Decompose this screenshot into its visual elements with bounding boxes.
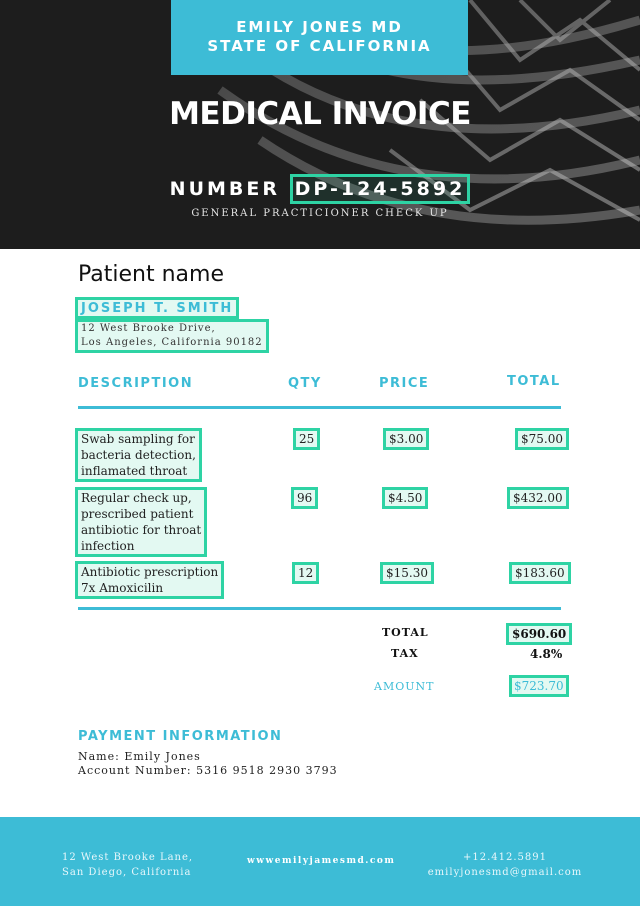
payment-heading: PAYMENT INFORMATION — [78, 729, 283, 744]
row-description-line: Regular check up, — [81, 491, 192, 505]
row-price: $15.30 — [380, 562, 434, 584]
row-description-line: prescribed patient — [81, 507, 194, 521]
invoice-header — [0, 0, 640, 249]
row-description-line: Swab sampling for — [81, 432, 195, 446]
amount-value: $723.70 — [509, 675, 569, 697]
row-description-line: antibiotic for throat — [81, 523, 202, 537]
invoice-title: MEDICAL INVOICE — [169, 96, 471, 132]
row-description — [75, 428, 202, 482]
doctor-banner — [171, 0, 468, 75]
patient-heading: Patient name — [78, 262, 224, 287]
doctor-state: STATE OF CALIFORNIA — [207, 37, 432, 55]
invoice-number-line — [0, 174, 640, 204]
invoice-subtitle: GENERAL PRACTICIONER CHECK UP — [191, 208, 449, 219]
column-header-total: TOTAL — [507, 374, 561, 389]
invoice-footer — [0, 817, 640, 906]
footer-address-line: 12 West Brooke Lane, — [62, 852, 194, 863]
row-qty: 96 — [291, 487, 318, 509]
doctor-name: EMILY JONES MD — [236, 18, 403, 36]
row-description-line: Antibiotic prescription — [81, 565, 219, 579]
table-footer-divider — [78, 607, 561, 610]
row-price: $4.50 — [382, 487, 428, 509]
amount-label: AMOUNT — [374, 680, 435, 693]
table-header-divider — [78, 406, 561, 409]
footer-email-link[interactable]: emilyjonesmd@gmail.com — [427, 867, 583, 878]
tax-value: 4.8% — [530, 647, 563, 661]
row-price: $3.00 — [383, 428, 429, 450]
row-description — [75, 487, 207, 557]
footer-address — [62, 850, 193, 880]
column-header-description: DESCRIPTION — [78, 376, 194, 391]
row-total: $432.00 — [507, 487, 569, 509]
invoice-number-label: NUMBER — [169, 178, 280, 200]
patient-address-line: Los Angeles, California 90182 — [81, 337, 263, 348]
payment-name: Name: Emily Jones — [78, 750, 201, 763]
column-header-qty: QTY — [288, 376, 322, 391]
row-description-line: inflamated throat — [81, 464, 188, 478]
row-description — [75, 561, 224, 599]
footer-address-line: San Diego, California — [62, 867, 192, 878]
column-header-price: PRICE — [379, 376, 430, 391]
patient-address — [75, 319, 269, 353]
footer-website-link[interactable]: wwwemilyjamesmd.com — [247, 856, 396, 866]
row-total: $183.60 — [509, 562, 571, 584]
patient-address-line: 12 West Brooke Drive, — [81, 323, 216, 334]
row-qty: 25 — [293, 428, 320, 450]
total-value: $690.60 — [506, 623, 572, 645]
patient-name: JOSEPH T. SMITH — [75, 297, 239, 319]
footer-contact — [415, 850, 595, 880]
invoice-number-value: DP-124-5892 — [290, 174, 471, 204]
tax-label: TAX — [391, 647, 419, 660]
payment-account-number: Account Number: 5316 9518 2930 3793 — [78, 764, 338, 777]
row-description-line: 7x Amoxicilin — [81, 581, 164, 595]
row-total: $75.00 — [515, 428, 569, 450]
row-qty: 12 — [292, 562, 319, 584]
total-label: TOTAL — [382, 626, 429, 639]
row-description-line: bacteria detection, — [81, 448, 196, 462]
row-description-line: infection — [81, 539, 135, 553]
footer-phone: +12.412.5891 — [463, 852, 547, 863]
